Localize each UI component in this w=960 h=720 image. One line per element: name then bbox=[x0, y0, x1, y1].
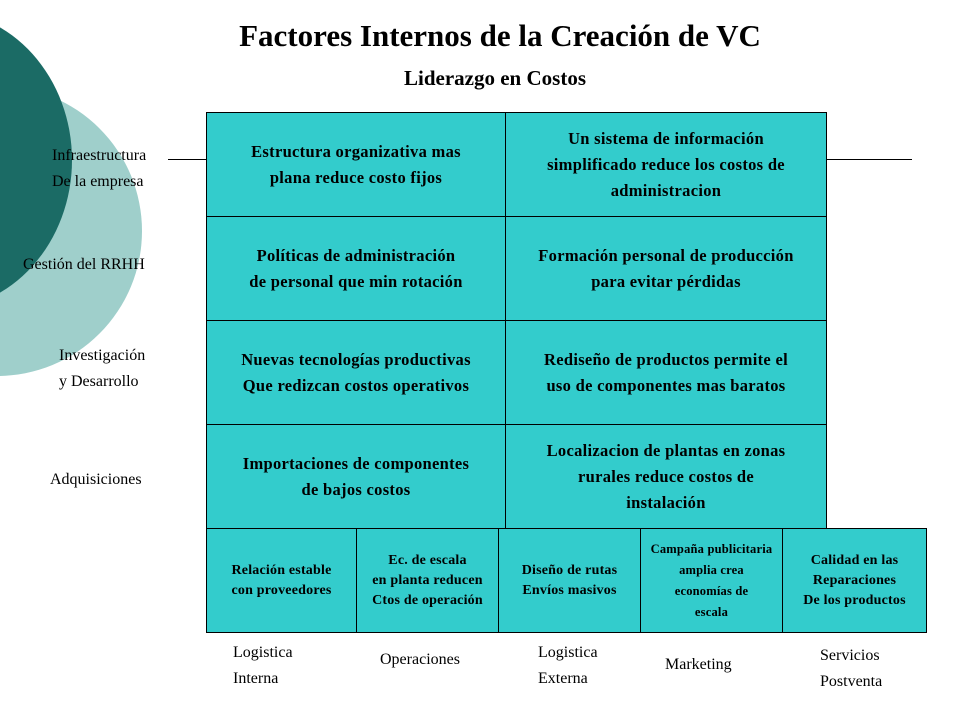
support-cell: Un sistema de información simplificado reduce los costos de administracion bbox=[505, 112, 827, 217]
support-cell: Nuevas tecnologías productivas Que redizcan costos operativos bbox=[206, 320, 506, 425]
column-label-logistica-externa: Logistica Externa bbox=[538, 644, 598, 687]
page-title: Factores Internos de la Creación de VC bbox=[239, 18, 761, 53]
primary-cell: Calidad en las Reparaciones De los productos bbox=[782, 528, 927, 633]
support-cell: Formación personal de producción para evitar pérdidas bbox=[505, 216, 827, 321]
column-label-marketing: Marketing bbox=[665, 656, 732, 673]
primary-cell: Relación estable con proveedores bbox=[206, 528, 357, 633]
support-cell: Políticas de administración de personal que min rotación bbox=[206, 216, 506, 321]
support-cell: Rediseño de productos permite el uso de componentes mas baratos bbox=[505, 320, 827, 425]
support-cell: Importaciones de componentes de bajos costos bbox=[206, 424, 506, 529]
support-cell: Estructura organizativa mas plana reduce costo fijos bbox=[206, 112, 506, 217]
column-label-logistica-interna: Logistica Interna bbox=[233, 644, 293, 687]
row-label-adquisiciones: Adquisiciones bbox=[50, 471, 142, 488]
primary-cell: Diseño de rutas Envíos masivos bbox=[498, 528, 641, 633]
page-subtitle: Liderazgo en Costos bbox=[404, 66, 586, 90]
column-label-operaciones: Operaciones bbox=[380, 651, 460, 668]
row-label-rrhh: Gestión del RRHH bbox=[23, 256, 145, 273]
primary-cell: Campaña publicitaria amplia crea economías de escala bbox=[640, 528, 783, 633]
column-label-servicios-postventa: Servicios Postventa bbox=[820, 647, 883, 690]
support-cell: Localizacion de plantas en zonas rurales reduce costos de instalación bbox=[505, 424, 827, 529]
primary-cell: Ec. de escala en planta reducen Ctos de operación bbox=[356, 528, 499, 633]
row-label-infraestructura: Infraestructura De la empresa bbox=[52, 147, 147, 190]
row-label-investigacion: Investigación y Desarrollo bbox=[59, 347, 146, 390]
